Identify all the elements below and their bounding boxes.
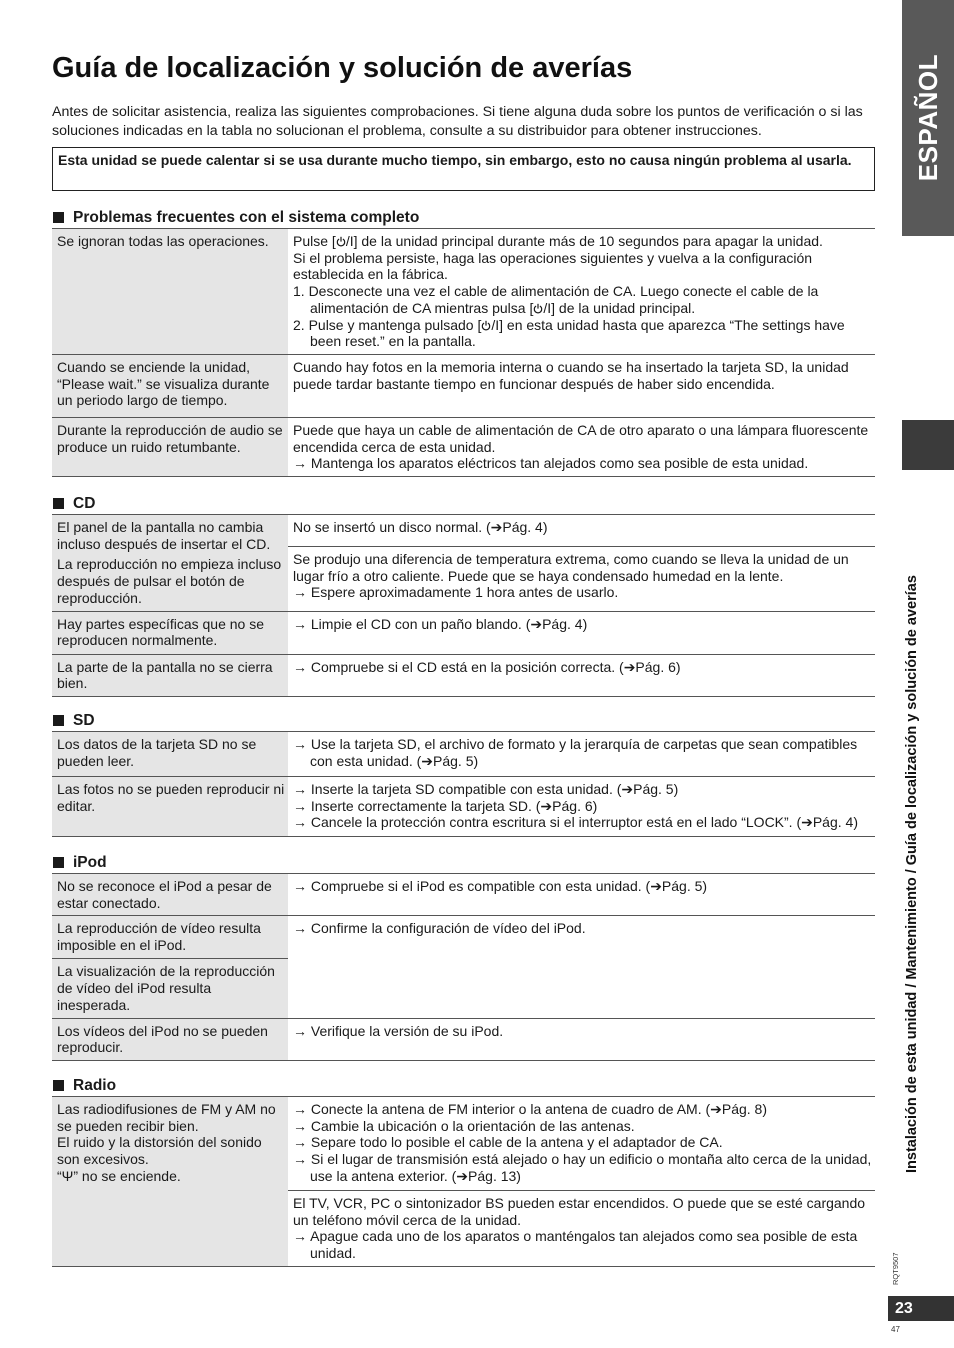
problem-text: La reproducción no empieza incluso después de pulsar el botón de reproducción. [57, 556, 282, 606]
solution-line: No se insertó un disco normal. (➔Pág. 4) [293, 519, 548, 535]
solution-cell [288, 1019, 875, 1060]
problem-cell [52, 612, 288, 654]
problem-text: Hay partes específicas que no se reproducen normalmente. [57, 615, 265, 649]
solution-cell [288, 515, 875, 546]
solution-cell [288, 1097, 875, 1190]
solution-line: El TV, VCR, PC o sintonizador BS pueden estar encendidos. O puede que se esté cargando un teléfono móvil cerca de la unidad. [293, 1195, 866, 1228]
troubleshooting-table [52, 731, 875, 837]
table-row [52, 355, 875, 418]
solution-action: → Use la tarjeta SD, el archivo de formato y la jerarquía de carpetas que sean compatibles con esta unidad. (➔Pág. 5) [293, 736, 858, 769]
troubleshooting-table [52, 873, 875, 1061]
solution-cell [288, 874, 875, 915]
section-heading-text: CD [73, 494, 96, 512]
section-ipod [52, 852, 875, 1061]
troubleshooting-table [52, 514, 875, 697]
table-row [52, 874, 875, 916]
problem-text: La visualización de la reproducción de vídeo del iPod resulta inesperada. [57, 963, 275, 1013]
document-code: RQT9507 [891, 1252, 900, 1285]
square-bullet-icon [53, 212, 64, 223]
section-heading-text: Radio [73, 1076, 117, 1094]
section-heading-text: Problemas frecuentes con el sistema completo [73, 208, 420, 226]
problem-cell [52, 515, 288, 611]
solution-line: Pulse [ /I] de la unidad principal durante más de 10 segundos para apagar la unidad. [293, 233, 823, 249]
problem-cell [52, 874, 288, 915]
solution-action: → Conecte la antena de FM interior o la antena de cuadro de AM. (➔Pág. 8) [293, 1101, 767, 1117]
sheet-number: 47 [891, 1325, 900, 1334]
problem-text: Se ignoran todas las operaciones. [57, 233, 269, 249]
problem-text: Cuando se enciende la unidad, “Please wait.” se visualiza durante un periodo largo de tiempo. [57, 359, 270, 409]
solution-cell [288, 612, 875, 654]
solution-action: → Limpie el CD con un paño blando. (➔Pág. 4) [293, 615, 588, 632]
troubleshooting-table [52, 228, 875, 477]
solution-action: → Verifique la versión de su iPod. [293, 1022, 504, 1039]
section-heading [52, 493, 875, 514]
language-tab-label: ESPAÑOL [912, 54, 943, 182]
solution-cell [288, 355, 875, 417]
table-row [52, 1097, 875, 1267]
problem-cell [52, 229, 288, 354]
section-heading-text: iPod [73, 853, 107, 871]
section-heading-text: SD [73, 711, 95, 729]
solution-action: → Mantenga los aparatos eléctricos tan alejados como sea posible de esta unidad. [293, 455, 809, 472]
solution-cell [288, 546, 875, 611]
solution-line: Cuando hay fotos en la memoria interna o cuando se ha insertado la tarjeta SD, la unidad puede tardar bastante tiempo en funcionar después de haber sido encendida. [293, 359, 849, 392]
table-row [52, 612, 875, 655]
problem-cell [52, 655, 288, 696]
power-icon [336, 236, 346, 247]
solution-action: → Compruebe si el CD está en la posición correcta. (➔Pág. 6) [293, 658, 681, 675]
section-heading [52, 852, 875, 873]
solution-cell [288, 732, 875, 776]
table-row [52, 777, 875, 837]
solution-action: → Cambie la ubicación o la orientación de las antenas. [293, 1117, 635, 1134]
problem-cell [52, 916, 288, 958]
problem-text: “Ψ” no se enciende. [57, 1167, 181, 1184]
section-heading [52, 1075, 875, 1096]
solution-step: 2. Pulse y mantenga pulsado [ /I] en esta unidad hasta que aparezca “The settings have been reset.” en la pantalla. [293, 316, 845, 350]
section-heading [52, 207, 875, 228]
page-number: 23 [888, 1296, 954, 1321]
problem-text: No se reconoce el iPod a pesar de estar conectado. [57, 878, 272, 911]
section-radio [52, 1075, 875, 1267]
chapter-marker [902, 420, 954, 470]
problem-text: Los datos de la tarjeta SD no se pueden leer. [57, 736, 257, 769]
square-bullet-icon [53, 498, 64, 509]
square-bullet-icon [53, 857, 64, 868]
problem-cell [52, 777, 288, 836]
section-sd [52, 710, 875, 837]
power-icon [533, 303, 543, 314]
solution-action: → Separe todo lo posible el cable de la antena y el adaptador de CA. [293, 1134, 723, 1151]
solution-action: → Cancele la protección contra escritura si el interruptor está en el lado “LOCK”. (➔Pág. 4) [293, 814, 858, 831]
table-row [52, 655, 875, 697]
problem-text: El ruido y la distorsión del sonido son excesivos. [57, 1134, 262, 1168]
solution-cell [288, 229, 875, 354]
square-bullet-icon [53, 1080, 64, 1091]
solution-column [288, 515, 875, 611]
solution-cell [288, 1190, 875, 1266]
problem-column [52, 916, 288, 1017]
solution-cell [288, 916, 875, 1017]
problem-text: Las fotos no se pueden reproducir ni editar. [57, 781, 285, 814]
solution-action: → Compruebe si el iPod es compatible con esta unidad. (➔Pág. 5) [293, 878, 708, 894]
solution-line: Puede que haya un cable de alimentación de CA de otro aparato o una lámpara fluorescente encendida cerca de esta unidad. [293, 422, 869, 455]
problem-cell [52, 958, 288, 1017]
solution-column [288, 1097, 875, 1266]
solution-cell [288, 655, 875, 696]
solution-action: → Si el lugar de transmisión está alejado o hay un edificio o montaña alto cerca de la unidad, use la antena exterior. (➔Pág. 13) [293, 1151, 872, 1184]
intro-paragraph: Antes de solicitar asistencia, realiza las siguientes comprobaciones. Si tiene alguna duda sobre los puntos de verificación o si las soluciones indicadas en la tabla no solucionan el problema, consulte a su distribuidor para obtener instrucciones. [52, 104, 863, 139]
table-row [52, 515, 875, 612]
language-tab [902, 0, 954, 236]
problem-text: El panel de la pantalla no cambia incluso después de insertar el CD. [57, 519, 271, 552]
table-row [52, 1019, 875, 1061]
problem-cell [52, 355, 288, 417]
problem-cell [52, 732, 288, 776]
table-row [52, 732, 875, 777]
problem-text: La reproducción de vídeo resulta imposible en el iPod. [57, 920, 261, 954]
square-bullet-icon [53, 715, 64, 726]
troubleshooting-table [52, 1096, 875, 1267]
problem-text: Los vídeos del iPod no se pueden reproducir. [57, 1022, 268, 1056]
problem-cell [52, 1097, 288, 1266]
problem-text: Las radiodifusiones de FM y AM no se pueden recibir bien. [57, 1101, 276, 1134]
solution-action: → Inserte correctamente la tarjeta SD. (➔Pág. 6) [293, 797, 598, 814]
problem-cell [52, 418, 288, 476]
solution-line: Si el problema persiste, haga las operaciones siguientes y vuelva a la configuración establecida en la fábrica. [293, 249, 813, 283]
problem-text: La parte de la pantalla no se cierra bien. [57, 658, 273, 692]
solution-action: → Inserte la tarjeta SD compatible con esta unidad. (➔Pág. 5) [293, 781, 679, 797]
page-title: Guía de localización y solución de averías [52, 52, 633, 84]
solution-cell [288, 418, 875, 476]
table-row [52, 229, 875, 355]
chapter-title-vertical: Instalación de esta unidad / Mantenimiento / Guía de localización y solución de averías [904, 575, 920, 1173]
power-icon [481, 320, 491, 331]
section-general-problems [52, 207, 875, 477]
solution-line: Se produjo una diferencia de temperatura extrema, como cuando se lleva la unidad de un lugar frío a otro caliente. Puede que se haya condensado humedad en la lente. [293, 551, 849, 584]
table-row [52, 916, 875, 1018]
solution-cell [288, 777, 875, 836]
section-cd [52, 493, 875, 697]
solution-step: 1. Desconecte una vez el cable de alimentación de CA. Luego conecte el cable de la alimentación de CA mientras pulsa [ /I] de la unidad principal. [293, 283, 819, 316]
solution-action: → Apague cada uno de los aparatos o manténgalos tan alejados como sea posible de esta unidad. [293, 1228, 858, 1262]
section-heading [52, 710, 875, 731]
heat-notice-box: Esta unidad se puede calentar si se usa durante mucho tiempo, sin embargo, esto no causa ningún problema al usarla. [52, 147, 875, 191]
solution-action: → Confirme la configuración de vídeo del iPod. [293, 920, 586, 937]
table-row [52, 418, 875, 477]
solution-action: → Espere aproximadamente 1 hora antes de usarlo. [293, 584, 619, 601]
problem-cell [52, 1019, 288, 1060]
problem-text: Durante la reproducción de audio se produce un ruido retumbante. [57, 422, 283, 455]
